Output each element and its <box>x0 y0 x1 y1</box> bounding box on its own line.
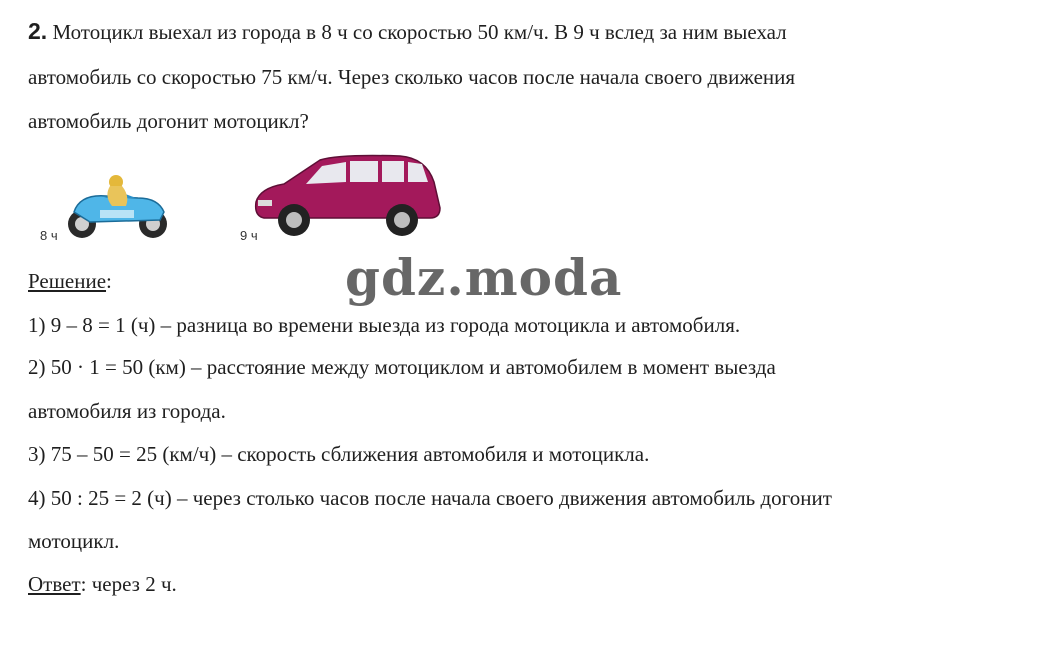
solution-heading-label: Решение <box>28 269 107 293</box>
solution-step-2-line-2: автомобиля из города. <box>28 399 226 423</box>
answer-label: Ответ <box>28 572 81 596</box>
car-icon <box>250 152 445 242</box>
answer-text: : через 2 ч. <box>80 572 177 596</box>
solution-step-3: 3) 75 – 50 = 25 (км/ч) – скорость сближения автомобиля и мотоцикла. <box>28 442 650 466</box>
answer-line <box>28 571 177 597</box>
motorcycle-time-label: 8 ч <box>40 228 58 243</box>
problem-line-2: автомобиль со скоростью 75 км/ч. Через сколько часов после начала своего движения <box>28 65 796 89</box>
problem-line-3: автомобиль догонит мотоцикл? <box>28 109 309 133</box>
problem-line-1 <box>28 18 787 45</box>
watermark: gdz.moda <box>345 248 623 307</box>
solution-step-4-line-1: 4) 50 : 25 = 2 (ч) – через столько часов после начала своего движения автомобиль догонит <box>28 486 832 510</box>
solution-step-2-line-1: 2) 50 · 1 = 50 (км) – расстояние между мотоциклом и автомобилем в момент выезда <box>28 355 776 379</box>
solution-step-1: 1) 9 – 8 = 1 (ч) – разница во времени выезда из города мотоцикла и автомобиля. <box>28 313 741 337</box>
problem-number: 2. <box>28 18 48 44</box>
solution-heading-colon: : <box>106 269 112 293</box>
solution-heading <box>28 268 112 294</box>
motorcycle-icon <box>60 172 190 242</box>
solution-step-4-line-2: мотоцикл. <box>28 529 120 553</box>
car-time-label: 9 ч <box>240 228 258 243</box>
problem-text-1: Мотоцикл выехал из города в 8 ч со скоростью 50 км/ч. В 9 ч вслед за ним выехал <box>52 20 787 44</box>
